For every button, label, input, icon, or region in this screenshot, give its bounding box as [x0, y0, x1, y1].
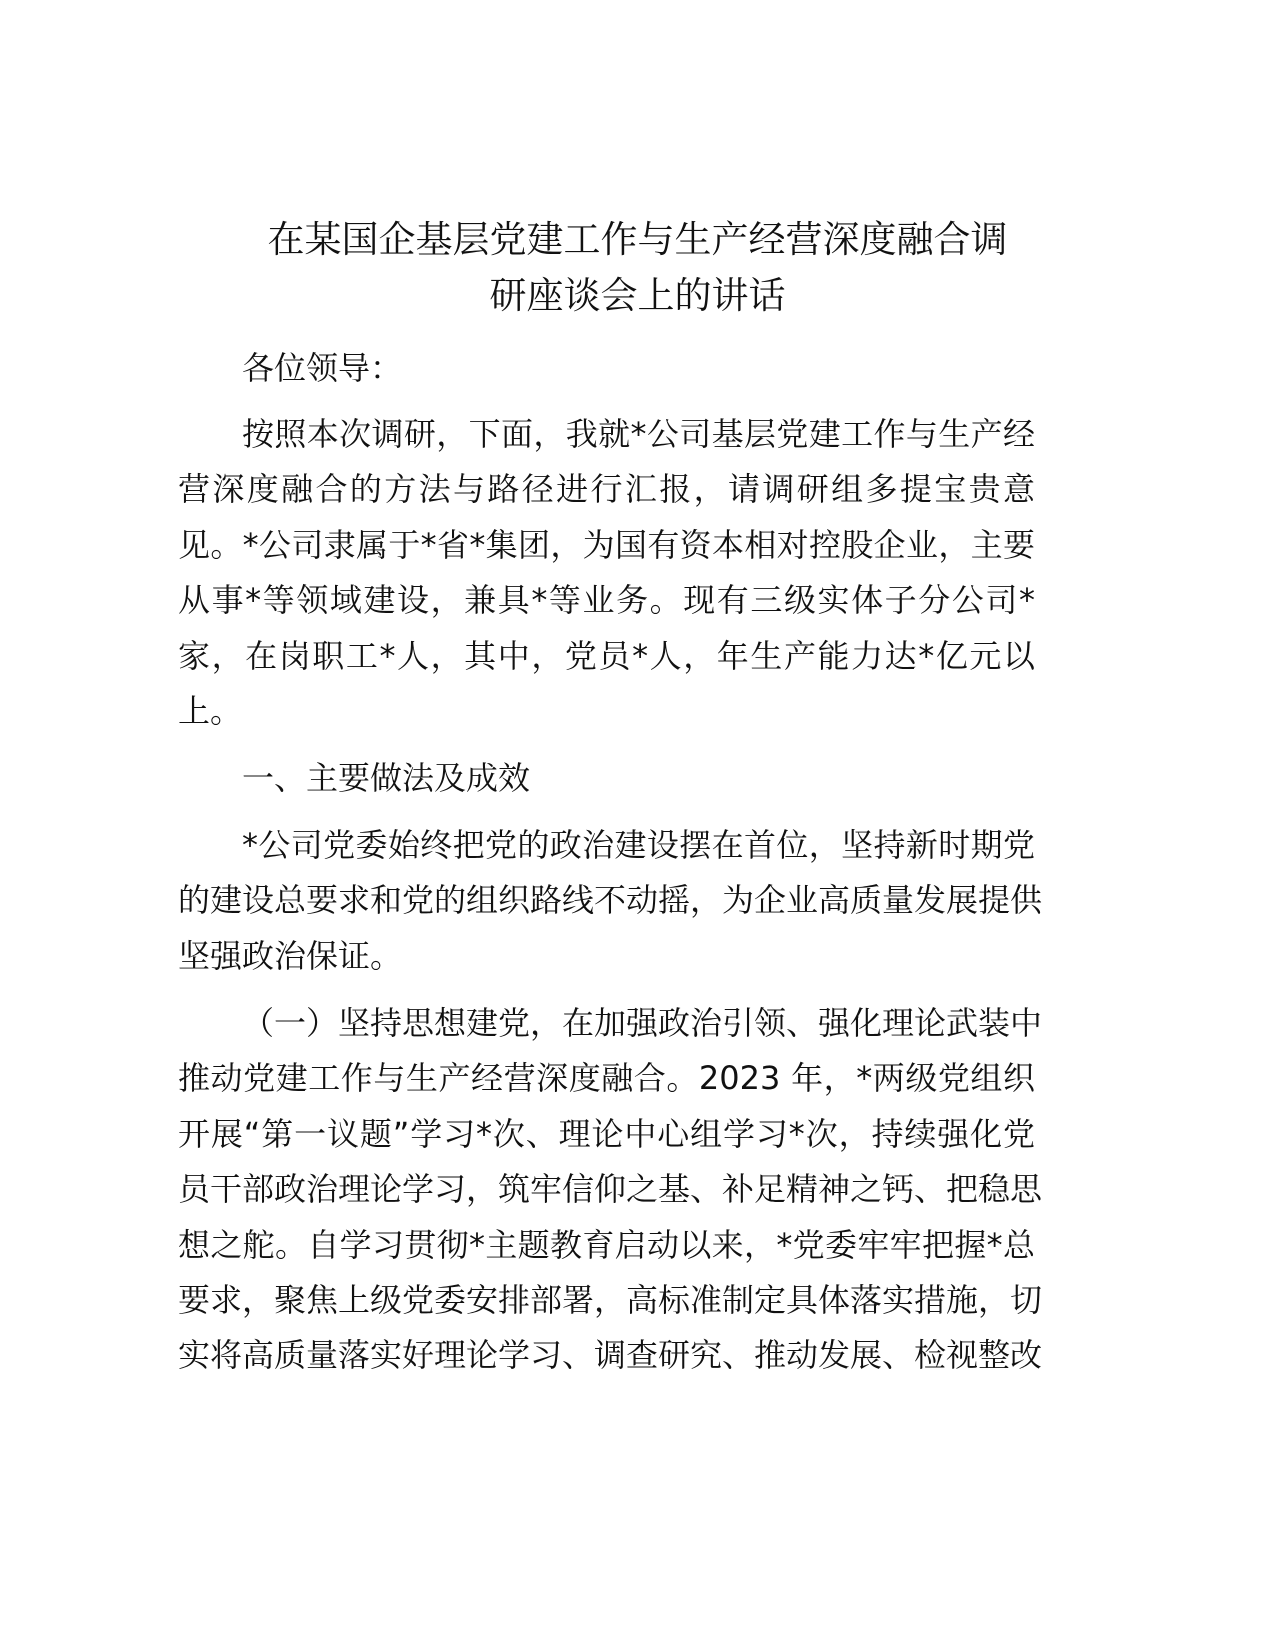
text-line: 推动党建工作与生产经营深度融合。2023 年，*两级党组织	[178, 1059, 1035, 1097]
text-line: 实将高质量落实好理论学习、调查研究、推动发展、检视整改	[178, 1336, 1043, 1374]
text-line: 员干部政治理论学习，筑牢信仰之基、补足精神之钙、把稳思	[178, 1170, 1043, 1208]
text-line: 见。*公司隶属于*省*集团，为国有资本相对控股企业，主要	[178, 526, 1035, 564]
text-line: 要求，聚焦上级党委安排部署，高标准制定具体落实措施，切	[178, 1281, 1043, 1319]
title-line: 研座谈会上的讲话	[489, 274, 786, 317]
text-line: 开展“第一议题”学习*次、理论中心组学习*次，持续强化党	[178, 1115, 1035, 1153]
text-line: 家，在岗职工*人，其中，党员*人，年生产能力达*亿元以	[178, 637, 1035, 675]
text-line: 的建设总要求和党的组织路线不动摇，为企业高质量发展提供	[178, 881, 1043, 919]
text-line: 坚强政治保证。	[178, 937, 403, 975]
text-line: *公司党委始终把党的政治建设摆在首位，坚持新时期党	[242, 826, 1035, 864]
section-heading: 一、主要做法及成效	[242, 759, 531, 797]
text-line: （一）坚持思想建党，在加强政治引领、强化理论武装中	[242, 1004, 1043, 1042]
text-line: 按照本次调研，下面，我就*公司基层党建工作与生产经	[242, 415, 1035, 453]
title-line: 在某国企基层党建工作与生产经营深度融合调	[267, 218, 1008, 261]
text-line: 营深度融合的方法与路径进行汇报，请调研组多提宝贵意	[178, 470, 1035, 508]
greeting: 各位领导：	[242, 349, 403, 387]
text-line: 想之舵。自学习贯彻*主题教育启动以来，*党委牢牢把握*总	[178, 1226, 1035, 1264]
text-line: 从事*等领域建设，兼具*等业务。现有三级实体子分公司*	[178, 581, 1035, 619]
text-line: 上。	[178, 692, 243, 730]
